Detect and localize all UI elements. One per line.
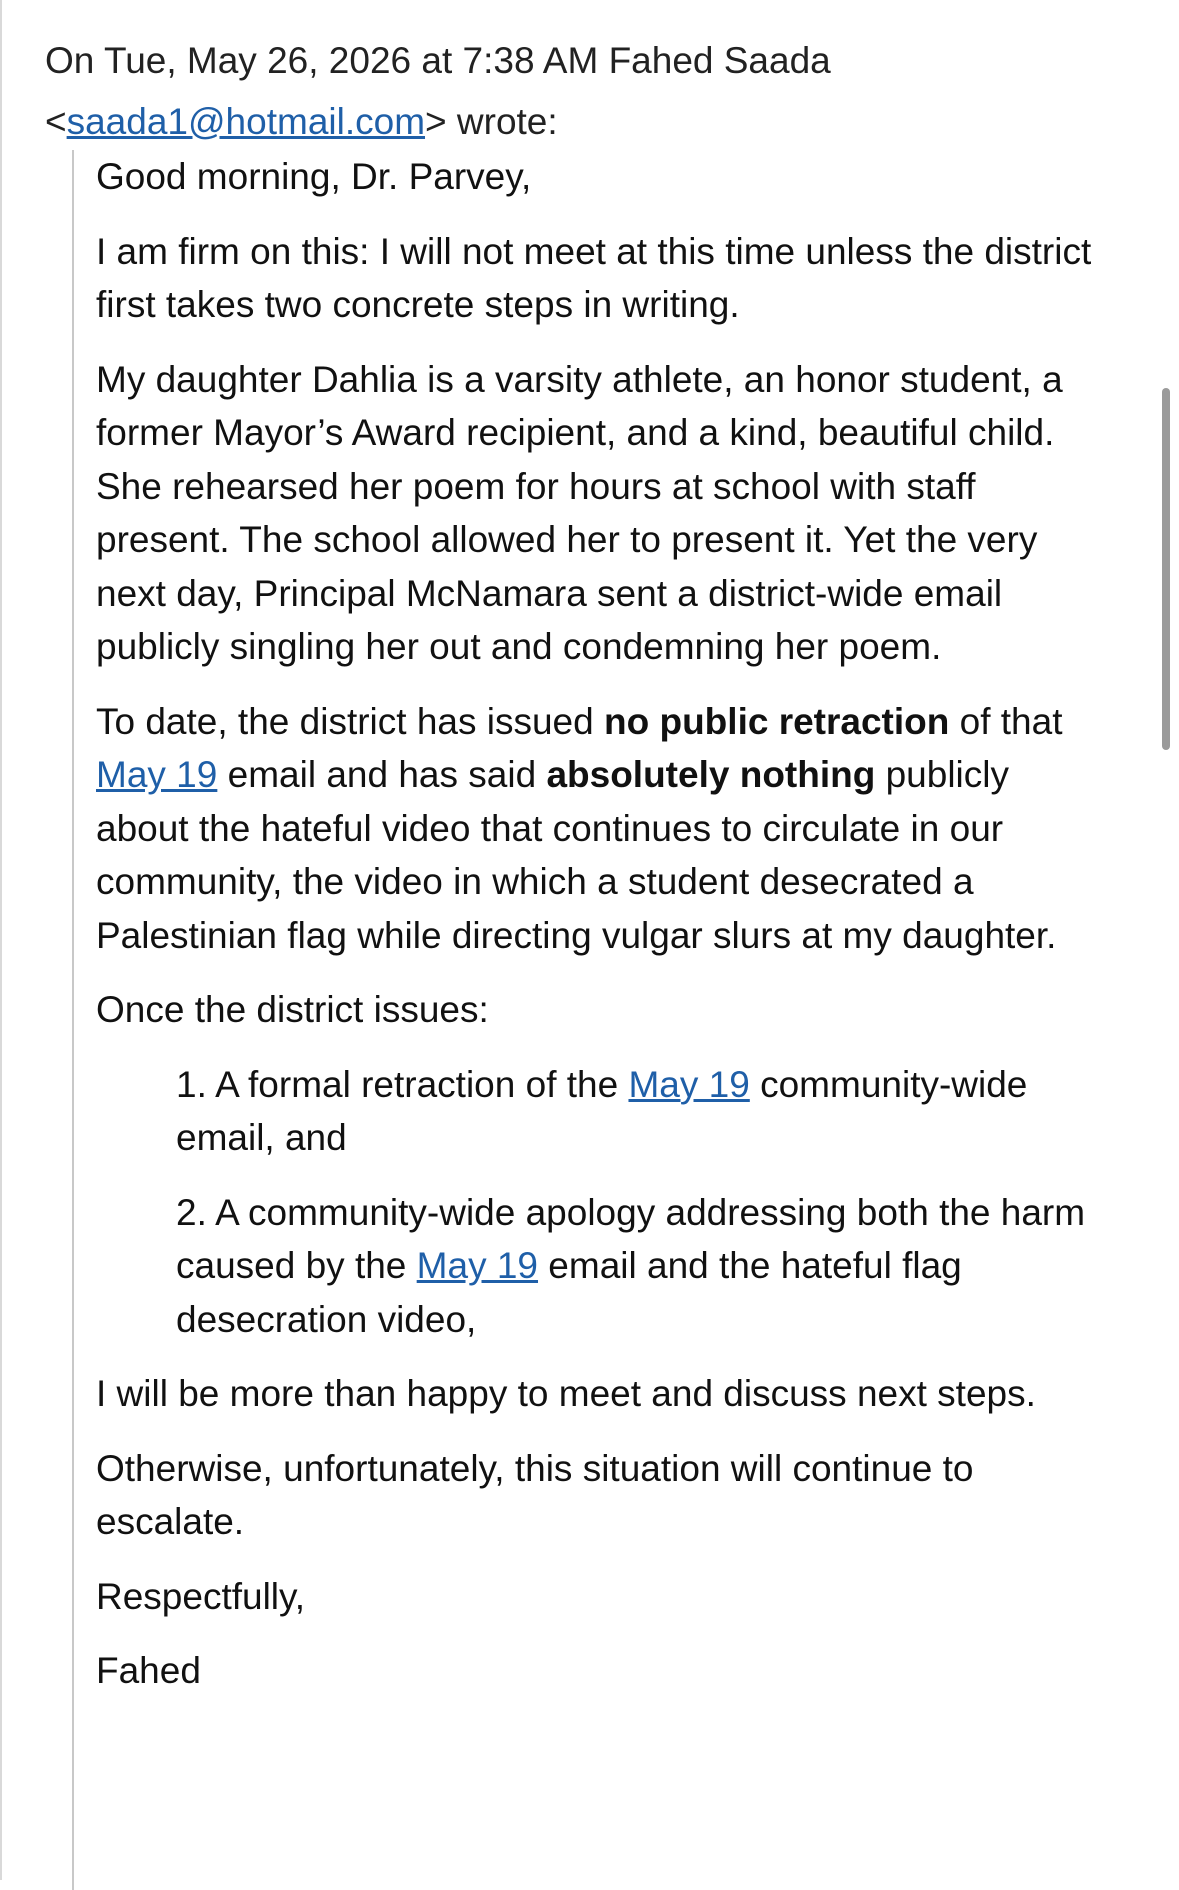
signature: Fahed xyxy=(96,1650,201,1691)
vertical-scrollbar[interactable] xyxy=(1162,388,1170,750)
list-item xyxy=(176,1186,1092,1347)
paragraph-meet: I will be more than happy to meet and discuss next steps. xyxy=(96,1373,1036,1414)
paragraph-firm: I am firm on this: I will not meet at this time unless the district first takes two concrete steps in writing. xyxy=(96,230,1092,325)
paragraph-text: publicly about the hateful video that continues to circulate in our community, the video in which a student desecrated a Palestinian flag while directing vulgar slurs at my daughter. xyxy=(96,754,1057,956)
paragraph-text: To date, the district has issued xyxy=(96,700,604,742)
reply-attribution-line xyxy=(45,30,1125,91)
demands-list xyxy=(96,1058,1092,1347)
email-bracket-open: < xyxy=(45,101,67,142)
list-text: A formal retraction of the xyxy=(215,1063,629,1105)
quoted-message xyxy=(72,150,1092,1890)
paragraph-text: email and has said xyxy=(217,754,547,795)
list-text: community-wide email, and xyxy=(176,1063,1028,1158)
date-link-may-19[interactable]: May 19 xyxy=(96,754,218,795)
date-link-may-19[interactable]: May 19 xyxy=(416,1245,539,1286)
list-text: email and the hateful flag desecration video, xyxy=(176,1245,962,1340)
window-left-edge xyxy=(0,0,2,1880)
reply-header xyxy=(45,30,1125,152)
greeting: Good morning, Dr. Parvey, xyxy=(96,156,532,197)
paragraph-daughter: My daughter Dahlia is a varsity athlete, an honor student, a former Mayor’s Award recipient, and a kind, beautiful child. She rehearsed her poem for hours at school with staff present. The school allowed her to present it. Yet the very next day, Principal McNamara sent a district-wide email publicly singling her out and condemning her poem. xyxy=(96,358,1063,667)
paragraph-retraction xyxy=(96,695,1092,963)
list-item xyxy=(176,1058,1092,1165)
reply-sender-line xyxy=(45,91,1125,152)
paragraph-escalate: Otherwise, unfortunately, this situation will continue to escalate. xyxy=(96,1447,974,1542)
sender-email-link[interactable]: saada1@hotmail.com xyxy=(66,101,426,142)
reply-attribution-text: On Tue, May 26, 2026 at 7:38 AM Fahed Saada xyxy=(45,40,831,81)
wrote-text: > wrote: xyxy=(425,101,558,142)
paragraph-text: of that xyxy=(949,700,1063,742)
list-number: 2. xyxy=(176,1191,216,1233)
bold-text: absolutely nothing xyxy=(546,754,876,795)
list-text: A community-wide apology addressing both the harm caused by the xyxy=(176,1191,1086,1286)
closing: Respectfully, xyxy=(96,1575,306,1617)
list-number: 1. xyxy=(176,1063,216,1105)
date-link-may-19[interactable]: May 19 xyxy=(628,1063,750,1105)
paragraph-once: Once the district issues: xyxy=(96,989,489,1030)
bold-text: no public retraction xyxy=(604,700,950,742)
